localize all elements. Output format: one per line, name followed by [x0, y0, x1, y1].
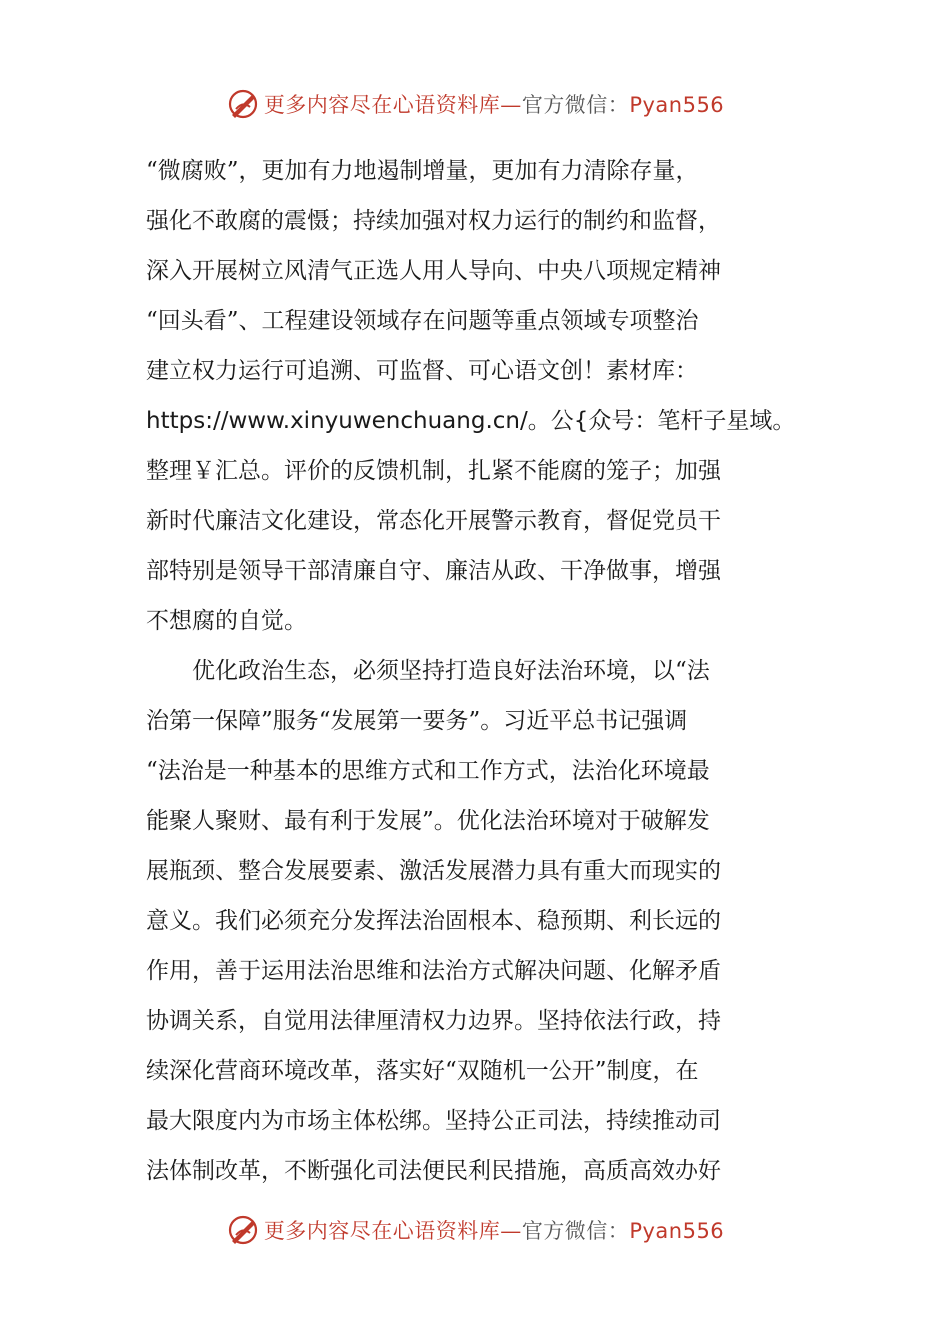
body-line: 作用，善于运用法治思维和法治方式解决问题、化解矛盾 [146, 958, 721, 984]
body-line: 不想腐的自觉。 [146, 608, 307, 634]
body-line: 能聚人聚财、最有利于发展”。优化法治环境对于破解发 [146, 808, 710, 834]
body-line: 整理￥汇总。评价的反馈机制，扎紧不能腐的笼子；加强 [146, 458, 721, 484]
body-line: 建立权力运行可追溯、可监督、可心语文创！素材库： [146, 358, 698, 384]
body-line: 法体制改革，不断强化司法便民利民措施，高质高效办好 [146, 1158, 721, 1184]
body-line: 意义。我们必须充分发挥法治固根本、稳预期、利长远的 [146, 908, 721, 934]
body-line: 新时代廉洁文化建设，常态化开展警示教育，督促党员干 [146, 508, 721, 534]
banner-wechat-id: Pyan556 [629, 1219, 725, 1243]
banner-wechat-label: 官方微信： [521, 93, 630, 117]
body-line: 协调关系，自觉用法律厘清权力边界。坚持依法行政，持 [146, 1008, 721, 1034]
banner-main-text: 更多内容尽在心语资料库— [263, 93, 522, 117]
body-line: “微腐败”，更加有力地遏制增量，更加有力清除存量， [146, 158, 699, 184]
banner-wechat-label: 官方微信： [521, 1219, 630, 1243]
footer-banner [0, 1210, 950, 1250]
body-line: 续深化营商环境改革，落实好“双随机一公开”制度，在 [146, 1058, 699, 1084]
footer-banner-text [264, 1215, 724, 1245]
body-line: “回头看”、工程建设领域存在问题等重点领域专项整治 [146, 308, 699, 334]
header-banner [0, 84, 950, 124]
body-line: 强化不敢腐的震慑；持续加强对权力运行的制约和监督， [146, 208, 721, 234]
body-line: 治第一保障”服务“发展第一要务”。习近平总书记强调 [146, 708, 688, 734]
banner-main-text: 更多内容尽在心语资料库— [263, 1219, 522, 1243]
document-body [146, 146, 806, 1196]
body-line: 最大限度内为市场主体松绑。坚持公正司法，持续推动司 [146, 1108, 721, 1134]
header-banner-text [264, 89, 724, 119]
body-line: “法治是一种基本的思维方式和工作方式，法治化环境最 [146, 758, 710, 784]
body-line-url: https://www.xinyuwenchuang.cn/。公{众号：笔杆子星域。 [146, 408, 796, 434]
body-line: 深入开展树立风清气正选人用人导向、中央八项规定精神 [146, 258, 721, 284]
body-line: 展瓶颈、整合发展要素、激活发展潜力具有重大而现实的 [146, 858, 721, 884]
pen-logo-icon [226, 87, 260, 121]
body-line: 优化政治生态，必须坚持打造良好法治环境，以“法 [146, 658, 710, 684]
body-line: 部特别是领导干部清廉自守、廉洁从政、干净做事，增强 [146, 558, 721, 584]
pen-logo-icon [226, 1213, 260, 1247]
banner-wechat-id: Pyan556 [629, 93, 725, 117]
